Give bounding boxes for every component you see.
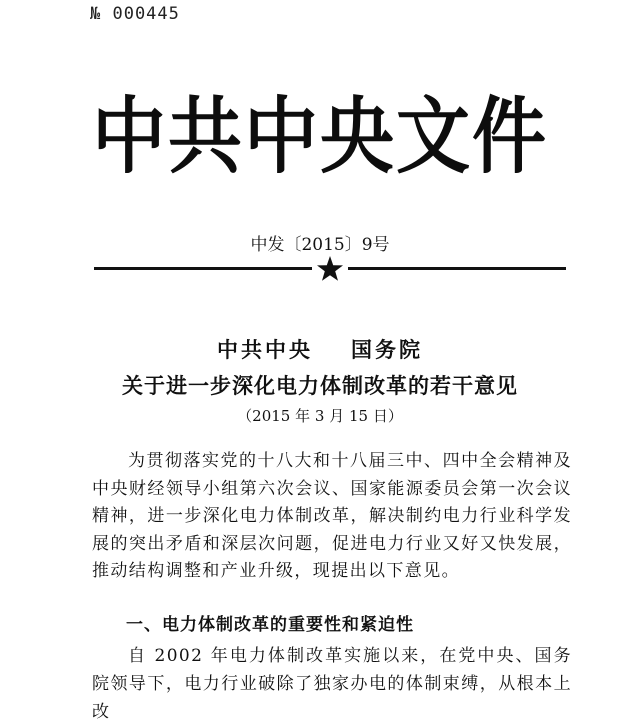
document-header-title: 中共中央文件 — [92, 88, 548, 186]
star-icon — [316, 255, 344, 283]
document-number: 中发〔2015〕9号 — [250, 235, 390, 255]
issuing-authorities — [0, 334, 640, 364]
section-paragraph: 自 2002 年电力体制改革实施以来，在党中央、国务院领导下，电力行业破除了独家办电的体制束缚，从根本上改 — [92, 646, 572, 722]
header-rule-left — [94, 267, 312, 270]
intro-paragraph: 为贯彻落实党的十八大和十八届三中、四中全会精神及中央财经领导小组第六次会议、国家能源委员会第一次会议精神，进一步深化电力体制改革，解决制约电力行业科学发展的突出矛盾和深层次问题，促进电力行业又好又快发展，推动结构调整和产业升级，现提出以下意见。 — [92, 451, 572, 582]
document-date: （2015 年 3 月 15 日） — [237, 407, 403, 425]
header-rule-right — [348, 267, 566, 270]
section-heading: 一、电力体制改革的重要性和紧迫性 — [126, 615, 414, 635]
serial-number: № 000445 — [90, 4, 180, 24]
issuer-ccp-central-committee: 中共中央 — [217, 337, 313, 362]
issuer-state-council: 国务院 — [351, 337, 423, 362]
document-title: 关于进一步深化电力体制改革的若干意见 — [122, 373, 518, 398]
